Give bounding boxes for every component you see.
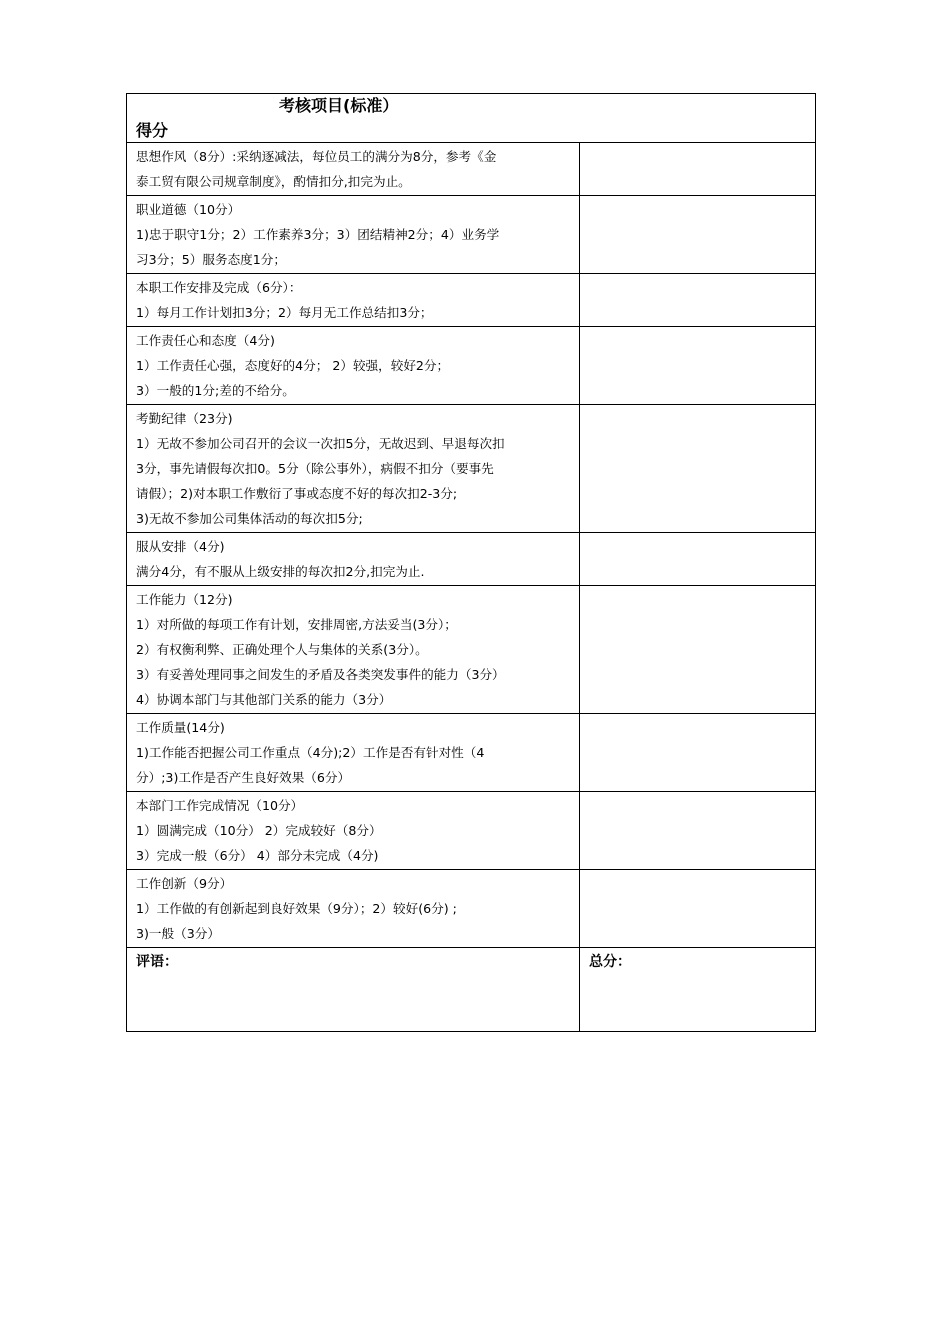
criteria-line: 3）有妥善处理同事之间发生的矛盾及各类突发事件的能力（3分）	[136, 667, 505, 682]
evaluation-table	[126, 93, 816, 1032]
criteria-line: 3分，事先请假每次扣0。5分（除公事外），病假不扣分（要事先	[136, 461, 494, 476]
footer-row	[127, 948, 816, 1032]
score-cell[interactable]	[580, 327, 816, 405]
criteria-line: 满分4分，有不服从上级安排的每次扣2分,扣完为止.	[136, 564, 425, 579]
score-cell[interactable]	[580, 405, 816, 533]
criteria-row	[127, 405, 816, 533]
criteria-row	[127, 714, 816, 792]
criteria-row	[127, 143, 816, 196]
criteria-line: 本职工作安排及完成（6分）：	[136, 280, 302, 295]
criteria-line: 本部门工作完成情况（10分）	[136, 798, 304, 813]
criteria-line: 1）工作责任心强，态度好的4分； 2）较强，较好2分；	[136, 358, 450, 373]
score-cell[interactable]	[580, 196, 816, 274]
criteria-line: 1）无故不参加公司召开的会议一次扣5分，无故迟到、早退每次扣	[136, 436, 505, 451]
criteria-line: 泰工贸有限公司规章制度》，酌情扣分,扣完为止。	[136, 174, 411, 189]
evaluation-form	[126, 93, 815, 1032]
criteria-line: 考勤纪律（23分)	[136, 411, 233, 426]
form-title: 考核项目(标准）	[279, 96, 399, 115]
criteria-row	[127, 327, 816, 405]
criteria-list	[127, 143, 816, 948]
criteria-line: 4）协调本部门与其他部门关系的能力（3分）	[136, 692, 392, 707]
score-cell[interactable]	[580, 870, 816, 948]
criteria-line: 工作能力（12分)	[136, 592, 233, 607]
total-score-cell[interactable]	[580, 948, 816, 1032]
criteria-line: 3）完成一般（6分） 4）部分未完成（4分)	[136, 848, 379, 863]
score-column-label: 得分	[136, 121, 169, 140]
criteria-row	[127, 274, 816, 327]
criteria-line: 3）一般的1分;差的不给分。	[136, 383, 295, 398]
criteria-line: 1）工作做的有创新起到良好效果（9分）；2）较好(6分) ;	[136, 901, 457, 916]
criteria-row	[127, 196, 816, 274]
criteria-description	[127, 196, 580, 274]
criteria-description	[127, 792, 580, 870]
criteria-description	[127, 327, 580, 405]
total-score-label: 总分：	[589, 954, 631, 970]
criteria-line: 工作创新（9分）	[136, 876, 233, 891]
criteria-description	[127, 586, 580, 714]
criteria-description	[127, 533, 580, 586]
score-cell[interactable]	[580, 586, 816, 714]
header-row	[127, 94, 816, 143]
criteria-line: 服从安排（4分)	[136, 539, 225, 554]
criteria-line: 工作责任心和态度（4分)	[136, 333, 275, 348]
criteria-description	[127, 143, 580, 196]
criteria-line: 1）每月工作计划扣3分；2）每月无工作总结扣3分；	[136, 305, 433, 320]
criteria-line: 工作质量(14分)	[136, 720, 225, 735]
criteria-line: 思想作风（8分）:采纳逐减法，每位员工的满分为8分，参考《金	[136, 149, 497, 164]
comment-cell[interactable]	[127, 948, 580, 1032]
score-cell[interactable]	[580, 792, 816, 870]
criteria-line: 3)无故不参加公司集体活动的每次扣5分;	[136, 511, 363, 526]
score-cell[interactable]	[580, 143, 816, 196]
criteria-row	[127, 586, 816, 714]
score-cell[interactable]	[580, 714, 816, 792]
criteria-description	[127, 714, 580, 792]
criteria-line: 1）圆满完成（10分） 2）完成较好（8分）	[136, 823, 382, 838]
score-cell[interactable]	[580, 533, 816, 586]
criteria-line: 1）对所做的每项工作有计划，安排周密,方法妥当(3分）；	[136, 617, 457, 632]
criteria-description	[127, 870, 580, 948]
comment-label: 评语：	[136, 954, 178, 970]
criteria-line: 3)一般（3分）	[136, 926, 220, 941]
criteria-description	[127, 405, 580, 533]
criteria-description	[127, 274, 580, 327]
criteria-line: 1)忠于职守1分；2）工作素养3分；3）团结精神2分；4）业务学	[136, 227, 500, 242]
criteria-row	[127, 870, 816, 948]
header-cell	[127, 94, 816, 143]
criteria-line: 分）;3)工作是否产生良好效果（6分）	[136, 770, 351, 785]
criteria-line: 职业道德（10分）	[136, 202, 241, 217]
score-cell[interactable]	[580, 274, 816, 327]
criteria-row	[127, 533, 816, 586]
criteria-row	[127, 792, 816, 870]
criteria-line: 1)工作能否把握公司工作重点（4分);2）工作是否有针对性（4	[136, 745, 485, 760]
criteria-line: 请假）；2)对本职工作敷衍了事或态度不好的每次扣2-3分;	[136, 486, 458, 501]
criteria-line: 习3分；5）服务态度1分；	[136, 252, 286, 267]
criteria-line: 2）有权衡利弊、正确处理个人与集体的关系(3分）。	[136, 642, 428, 657]
